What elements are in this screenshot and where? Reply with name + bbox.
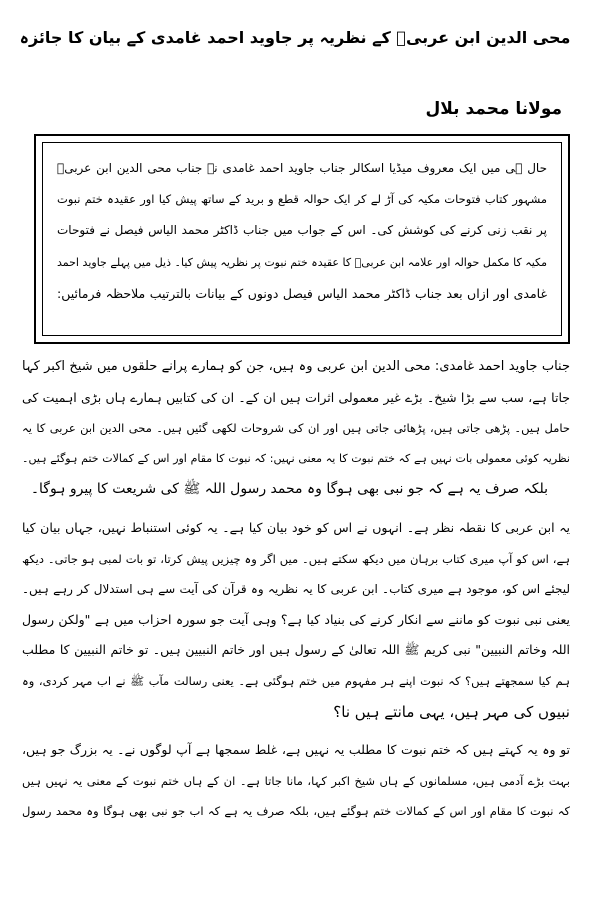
body-line: یعنی نبی نبوت کو ماننے سے انکار کرنے کی بنیاد کیا ہے؟ وہی آیت جو سورہ احزاب میں ہے "ولکن رسول xyxy=(22,611,570,627)
author-name: مولانا محمد بلال xyxy=(425,99,562,119)
paragraph xyxy=(22,513,570,727)
body-line: بلکہ صرف یہ ہے کہ جو نبی بھی ہوگا وہ محمد رسول اللہ ﷺ کی شریعت کا پیرو ہوگا۔ xyxy=(30,481,548,498)
intro-box-inner xyxy=(42,142,562,336)
intro-line: مشہور کتاب فتوحات مکیہ کی آڑ لے کر ایک حوالہ قطع و برید کے ساتھ پیش کیا اور عقیدہ ختم نبوت xyxy=(57,192,547,207)
body-line: جناب جاوید احمد غامدی: محی الدین ابن عربی وہ ہیں، جن کو ہمارے پرانے حلقوں میں شیخ اکبر کہا xyxy=(22,359,570,374)
body-line: نبیوں کی مہر ہیں، یہی مانتے ہیں نا؟ xyxy=(333,702,570,721)
body-line: جاتا ہے، سب سے بڑا شیخ۔ بڑے غیر معمولی اثرات ہیں ان کے۔ ان کی کتابیں ہمارے ہاں بڑی اہمیت کی xyxy=(22,389,570,405)
intro-box xyxy=(34,134,570,344)
body-line: تو وہ یہ کہتے ہیں کہ ختم نبوت کا مطلب یہ نہیں ہے، غلط سمجھا ہے آپ لوگوں نے۔ یہ بزرگ جو ہیں، xyxy=(22,742,570,758)
article-title: محی الدین ابن عربیؒ کے نظریہ پر جاوید احمد غامدی کے بیان کا جائزہ xyxy=(19,28,571,47)
body-line: یہ ابن عربی کا نقطہ نظر ہے۔ انہوں نے اس کو خود بیان کیا ہے۔ یہ کوئی استنباط نہیں، جہاں بیان کیا xyxy=(22,519,570,535)
paragraph xyxy=(22,352,570,505)
article-body xyxy=(22,352,570,920)
body-line: لیجئے اس کو، موجود ہے میری کتاب۔ ابن عربی کا یہ نظریہ وہ قرآن کی آیت سے ہی استدلال کر رہے ہیں۔ xyxy=(22,582,570,597)
body-line: ہے، اس کو آپ میری کتاب برہان میں دیکھ سکتے ہیں۔ میں اگر وہ چیزیں پیش کرتا، تو بات لمبی ہو جاتی۔ دیکھ xyxy=(22,551,570,566)
body-line: کہ نبوت کا مقام اور اس کے کمالات ختم ہوگئے ہیں، بلکہ صرف یہ ہے کہ اب جو نبی بھی ہوگا وہ محمد رسول xyxy=(22,804,570,819)
intro-line: حال ہی میں ایک معروف میڈیا اسکالر جناب جاوید احمد غامدی نے جناب محی الدین ابن عربیؒ xyxy=(57,161,547,175)
paragraph xyxy=(22,735,570,827)
body-line: بہت بڑے آدمی ہیں، مسلمانوں کے ہاں شیخ اکبر کہا، مانا جاتا ہے۔ ان کے ہاں ختم نبوت کے معنی یہ نہیں ہیں xyxy=(22,773,570,788)
body-line: حامل ہیں۔ پڑھی جاتی ہیں، پڑھائی جاتی ہیں اور ان کی شروحات لکھی گئیں ہیں۔ محی الدین ابن عربی کا یہ xyxy=(22,421,570,436)
intro-line: غامدی اور ازاں بعد جناب ڈاکٹر محمد الیاس فیصل دونوں کے بیانات بالترتیب ملاحظہ فرمائیں: xyxy=(57,285,547,301)
body-line: ہم کیا سمجھتے ہیں؟ کہ نبوت اپنے ہر مفہوم میں ختم ہوگئی ہے۔ یعنی رسالت مآب ﷺ نے اب مہر کردی، وہ xyxy=(22,673,570,688)
body-line: نظریہ کوئی معمولی بات نہیں ہے کہ ختم نبوت کا یہ معنی نہیں: کہ نبوت کا مقام اور اس کے کمالات ختم ہوگئے ہیں۔ xyxy=(22,451,570,465)
intro-line: مکیہ کا مکمل حوالہ اور علامہ ابن عربیؒ کا عقیدہ ختم نبوت پر نظریہ پیش کیا۔ ذیل میں پہلے جاوید احمد xyxy=(57,255,547,269)
body-line: اللہ وخاتم النبیین" نبی کریم ﷺ اللہ تعالیٰ کے رسول ہیں اور خاتم النبیین ہیں۔ تو خاتم النبیین کا مطلب xyxy=(22,642,570,658)
intro-line: پر نقب زنی کرنے کی کوشش کی۔ اس کے جواب میں جناب ڈاکٹر محمد الیاس فیصل نے فتوحات xyxy=(57,223,547,238)
